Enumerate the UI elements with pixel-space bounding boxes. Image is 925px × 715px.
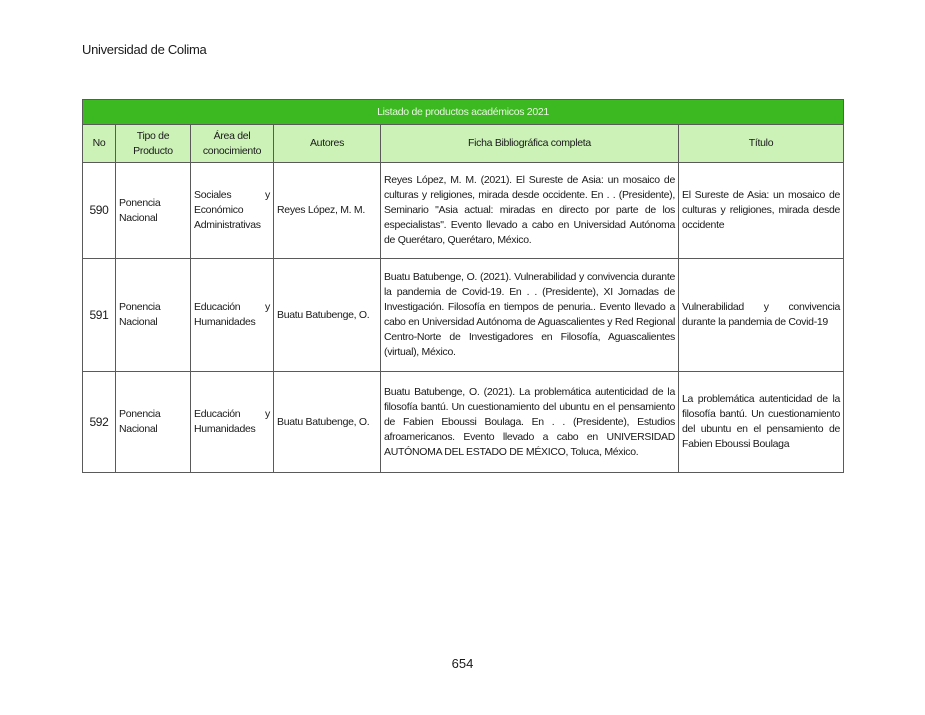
cell-ficha: Buatu Batubenge, O. (2021). La problemática autenticidad de la filosofía bantú. Un cuestionamiento del ubuntu en el pensamiento de Fabien Eboussi Boulaga. En . . (Presidente), Estudios afroamericanos. Evento llevado a cabo en UNIVERSIDAD AUTÓNOMA DEL ESTADO DE MÉXICO, Toluca, México. bbox=[381, 372, 679, 473]
cell-titulo: El Sureste de Asia: un mosaico de culturas y religiones, mirada desde occidente bbox=[679, 163, 844, 259]
column-header-titulo: Título bbox=[679, 125, 844, 163]
table-header-row bbox=[83, 125, 844, 163]
column-header-tipo: Tipo de Producto bbox=[116, 125, 191, 163]
column-header-autores: Autores bbox=[274, 125, 381, 163]
column-header-ficha: Ficha Bibliográfica completa bbox=[381, 125, 679, 163]
cell-area: Educación y Humanidades bbox=[191, 372, 274, 473]
products-table bbox=[82, 99, 844, 473]
cell-no: 592 bbox=[83, 372, 116, 473]
column-header-area: Área del conocimiento bbox=[191, 125, 274, 163]
column-header-no: No bbox=[83, 125, 116, 163]
page-header: Universidad de Colima bbox=[82, 42, 207, 57]
cell-no: 591 bbox=[83, 259, 116, 372]
cell-ficha: Buatu Batubenge, O. (2021). Vulnerabilidad y convivencia durante la pandemia de Covid-19. En . . (Presidente), XI Jornadas de Investigación. Filosofía en tiempos de penuria.. Evento llevado a cabo en Universidad Autónoma de Aguascalientes y Red Regional Centro-Norte de Investigadores en Filosofía, Aguascalientes (virtual), México. bbox=[381, 259, 679, 372]
cell-area: Sociales y Económico Administrativas bbox=[191, 163, 274, 259]
table-row bbox=[83, 372, 844, 473]
table-caption: Listado de productos académicos 2021 bbox=[83, 100, 844, 125]
table-caption-row bbox=[83, 100, 844, 125]
cell-titulo: La problemática autenticidad de la filosofía bantú. Un cuestionamiento del ubuntu en el pensamiento de Fabien Eboussi Boulaga bbox=[679, 372, 844, 473]
page-number: 654 bbox=[451, 656, 474, 671]
cell-tipo: Ponencia Nacional bbox=[116, 259, 191, 372]
cell-autores: Buatu Batubenge, O. bbox=[274, 372, 381, 473]
table-row bbox=[83, 259, 844, 372]
cell-autores: Buatu Batubenge, O. bbox=[274, 259, 381, 372]
cell-area: Educación y Humanidades bbox=[191, 259, 274, 372]
table-row bbox=[83, 163, 844, 259]
cell-ficha: Reyes López, M. M. (2021). El Sureste de Asia: un mosaico de culturas y religiones, mirada desde occidente. En . . (Presidente), Seminario "Asia actual: miradas en directo por parte de los especialistas". Evento llevado a cabo en Universidad Autónoma de Querétaro, Querétaro, México. bbox=[381, 163, 679, 259]
cell-autores: Reyes López, M. M. bbox=[274, 163, 381, 259]
cell-tipo: Ponencia Nacional bbox=[116, 372, 191, 473]
cell-titulo: Vulnerabilidad y convivencia durante la pandemia de Covid-19 bbox=[679, 259, 844, 372]
cell-no: 590 bbox=[83, 163, 116, 259]
cell-tipo: Ponencia Nacional bbox=[116, 163, 191, 259]
